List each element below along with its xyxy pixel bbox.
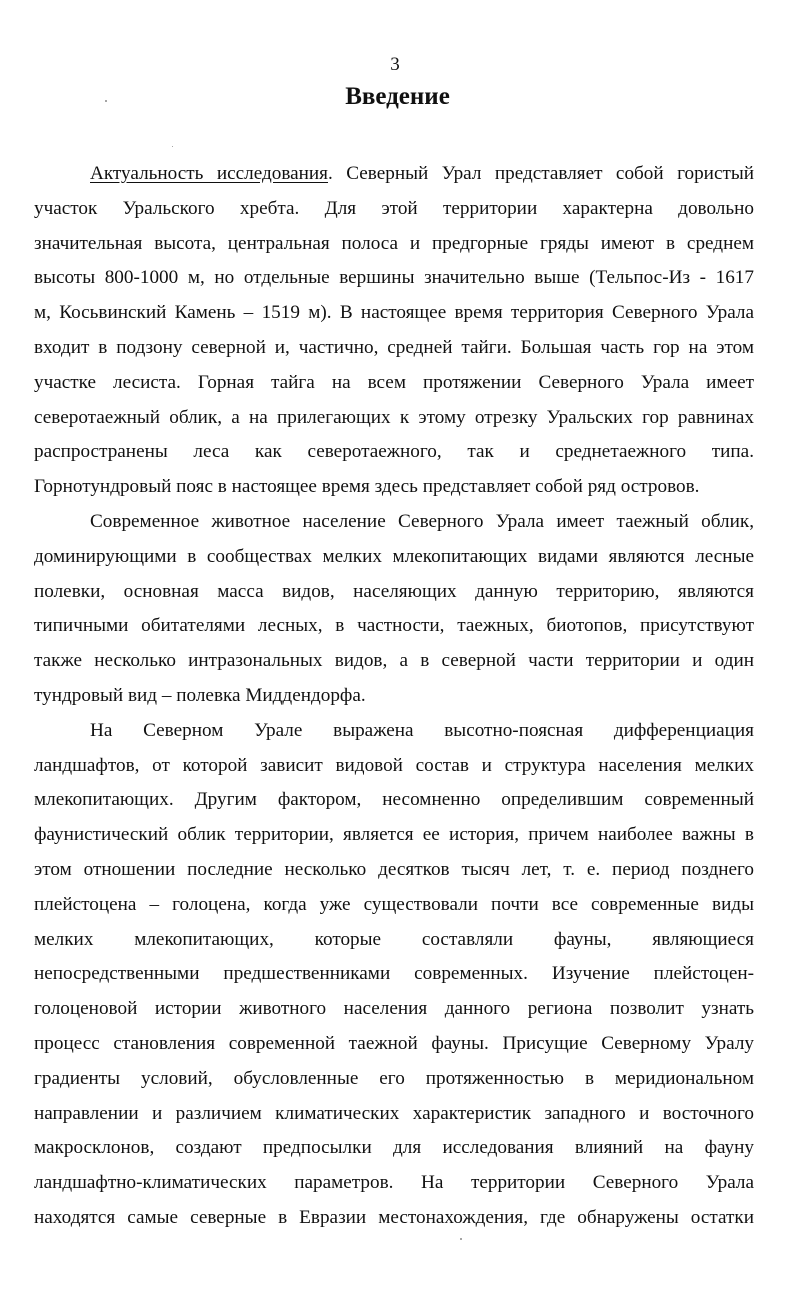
text-line: северотаежный облик, а на прилегающих к этому отрезку Уральских гор равнинах <box>34 406 754 428</box>
text-line: высоты 800-1000 м, но отдельные вершины значительно выше (Тельпос-Из - 1617 <box>34 267 754 289</box>
paragraph-landscape <box>34 714 754 1236</box>
text-line: входит в подзону северной и, частично, средней тайги. Большая часть гор на этом <box>34 336 754 358</box>
text-line: м, Косьвинский Камень – 1519 м). В настоящее время территория Северного Урала <box>34 302 754 324</box>
text-line: участке лесиста. Горная тайга на всем протяжении Северного Урала имеет <box>34 371 754 393</box>
text-line: типичными обитателями лесных, в частности, таежных, биотопов, присутствуют <box>34 615 754 637</box>
text-line: полевки, основная масса видов, населяющих данную территорию, являются <box>34 580 754 602</box>
text-line: Современное животное население Северного Урала имеет таежный облик, <box>90 510 754 532</box>
text-line: непосредственными предшественниками современных. Изучение плейстоцен- <box>34 963 754 985</box>
text-line: млекопитающих. Другим фактором, несомненно определившим современный <box>34 789 754 811</box>
text-line: На Северном Урале выражена высотно-поясная дифференциация <box>90 719 754 741</box>
text-line: доминирующими в сообществах мелких млекопитающих видами являются лесные <box>34 545 754 567</box>
text-line: плейстоцена – голоцена, когда уже существовали почти все современные виды <box>34 893 754 915</box>
text-line: значительная высота, центральная полоса и предгорные гряды имеют в среднем <box>34 232 754 254</box>
text-line: фаунистический облик территории, является ее история, причем наиболее важны в <box>34 824 754 846</box>
paragraph-fauna <box>34 505 754 714</box>
page-title: Введение <box>345 83 450 110</box>
text-line: голоценовой истории животного населения данного региона позволит узнать <box>34 998 754 1020</box>
text-line <box>34 157 754 192</box>
text-line: участок Уральского хребта. Для этой территории характерна довольно <box>34 197 754 219</box>
section-heading-relevance: Актуальность исследования <box>90 163 329 184</box>
body-text <box>34 157 754 1236</box>
scan-speck <box>105 100 107 102</box>
text-line: ландшафтов, от которой зависит видовой состав и структура населения мелких <box>34 754 754 776</box>
text-line: находятся самые северные в Евразии местонахождения, где обнаружены остатки <box>34 1206 754 1228</box>
text-line: направлении и различием климатических характеристик западного и восточного <box>34 1102 754 1124</box>
text-line-content: . Северный Урал представляет собой гористый <box>328 163 754 184</box>
page-number: 3 <box>390 54 400 75</box>
text-line: ландшафтно-климатических параметров. На территории Северного Урала <box>34 1172 754 1194</box>
text-line: тундровый вид – полевка Миддендорфа. <box>34 684 366 706</box>
text-line: градиенты условий, обусловленные его протяженностью в меридиональном <box>34 1067 754 1089</box>
text-line: также несколько интразональных видов, а в северной части территории и один <box>34 650 754 672</box>
scan-speck <box>460 1238 462 1240</box>
text-line: этом отношении последние несколько десятков тысяч лет, т. е. период позднего <box>34 858 754 880</box>
text-line: процесс становления современной таежной фауны. Присущие Северному Уралу <box>34 1032 754 1054</box>
paragraph-relevance <box>34 157 754 505</box>
text-line: макросклонов, создают предпосылки для исследования влияний на фауну <box>34 1137 754 1159</box>
text-line: Горнотундровый пояс в настоящее время здесь представляет собой ряд островов. <box>34 476 700 498</box>
text-line: мелких млекопитающих, которые составляли фауны, являющиеся <box>34 928 754 950</box>
text-line: распространены леса как северотаежного, так и среднетаежного типа. <box>34 441 754 463</box>
scan-speck <box>172 146 173 147</box>
